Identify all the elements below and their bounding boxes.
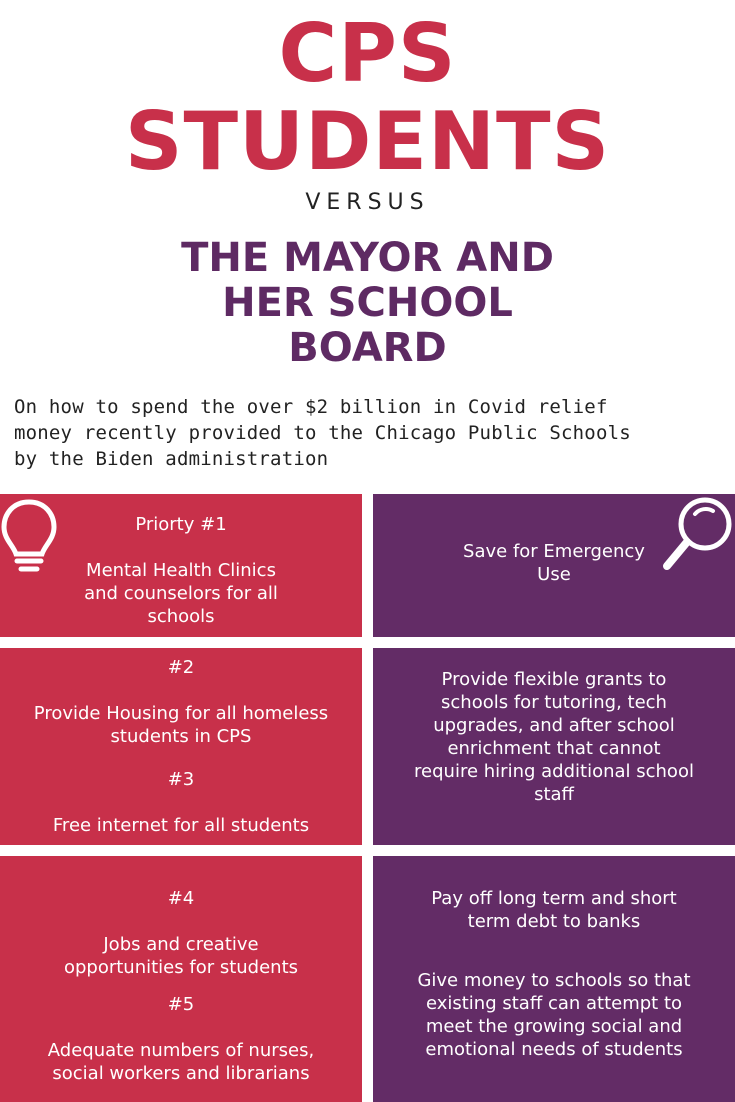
mayor-block-3 [373, 856, 735, 1102]
mayor-1-line-2: Use [537, 564, 571, 585]
mayor-3a-line-1: Pay off long term and short [431, 888, 677, 909]
mayor-3a-line-2: term debt to banks [467, 911, 641, 932]
priority-2-line-2: students in CPS [110, 726, 252, 747]
mayor-2-line-6: staff [534, 784, 574, 805]
mayor-2-line-1: Provide flexible grants to [441, 669, 667, 690]
priority-1-line-3: schools [147, 606, 215, 627]
intro-line-2: money recently provided to the Chicago Public Schools [14, 422, 631, 444]
intro-line-1: On how to spend the over $2 billion in Covid relief [14, 396, 608, 418]
subtitle-line-1: THE MAYOR AND [181, 235, 554, 281]
priority-5-line-2: social workers and librarians [52, 1063, 310, 1084]
priority-4-heading: #4 [167, 888, 195, 909]
versus-label: VERSUS [305, 190, 430, 215]
mayor-3b-line-3: meet the growing social and [425, 1016, 683, 1037]
mayor-1-line-1: Save for Emergency [463, 541, 645, 562]
subtitle [0, 236, 735, 371]
students-block-1 [0, 494, 362, 637]
mayor-block-2 [373, 648, 735, 845]
intro-text [14, 394, 726, 472]
mayor-block-1 [373, 494, 735, 637]
mayor-2-line-4: enrichment that cannot [447, 738, 661, 759]
priority-3-line: Free internet for all students [52, 815, 310, 836]
priority-5-line-1: Adequate numbers of nurses, [47, 1040, 315, 1061]
subtitle-line-3: BOARD [288, 325, 447, 371]
mayor-3b-line-4: emotional needs of students [425, 1039, 683, 1060]
priority-5-heading: #5 [167, 994, 195, 1015]
intro-line-3: by the Biden administration [14, 448, 329, 470]
priority-3-heading: #3 [167, 769, 195, 790]
priority-4-line-1: Jobs and creative [103, 934, 259, 955]
priority-2-heading: #2 [167, 657, 195, 678]
mayor-3b-line-2: existing staff can attempt to [425, 993, 683, 1014]
mayor-2-line-3: upgrades, and after school [433, 715, 675, 736]
mayor-2-line-5: require hiring additional school [414, 761, 694, 782]
priority-1-heading: Priorty #1 [135, 514, 227, 535]
students-block-2 [0, 648, 362, 845]
mayor-2-line-2: schools for tutoring, tech [441, 692, 667, 713]
title-line-2: STUDENTS [124, 95, 611, 188]
mayor-3b-line-1: Give money to schools so that [417, 970, 691, 991]
priority-1-line-2: and counselors for all [84, 583, 278, 604]
priority-1-line-1: Mental Health Clinics [86, 560, 276, 581]
students-block-3 [0, 856, 362, 1102]
subtitle-line-2: HER SCHOOL [222, 280, 513, 326]
title-line-1: CPS [278, 7, 457, 100]
priority-4-line-2: opportunities for students [63, 957, 299, 978]
priority-2-line-1: Provide Housing for all homeless [33, 703, 329, 724]
